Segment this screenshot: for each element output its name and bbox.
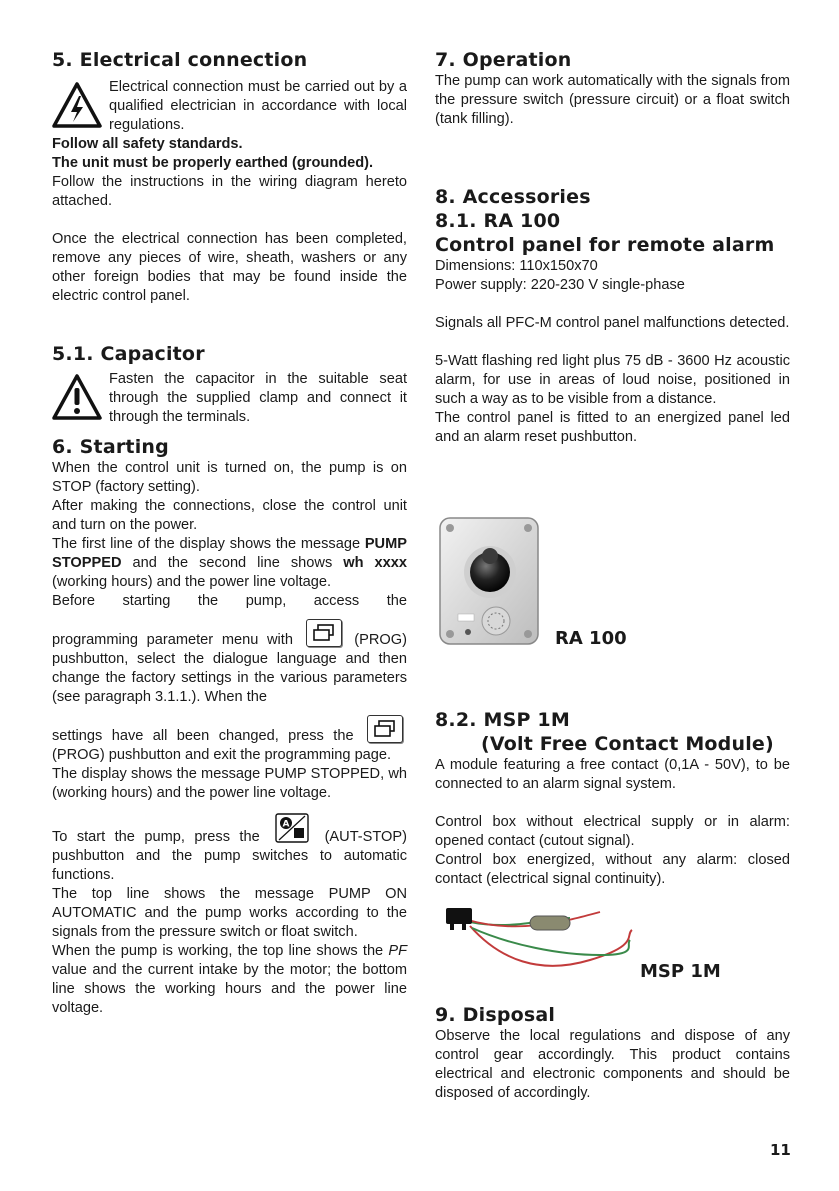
msp-p2: Control box without electrical supply or in alarm: opened contact (cutout signal). (435, 814, 790, 849)
warning-icon (52, 374, 102, 420)
starting-p8: When the pump is working, the top line shows the PF value and the current intake by the motor; the bottom line shows the working hours and the power line voltage. (52, 943, 408, 1016)
electrical-warning-text: Electrical connection must be carried out by a qualified electrician in accordance with local regulations. (109, 79, 407, 133)
starting-p4a: Before starting the pump, access the (52, 593, 407, 609)
starting-p1: When the control unit is turned on, the pump is on STOP (factory setting). (52, 460, 407, 495)
safety-standards-note: Follow all safety standards. (52, 136, 243, 152)
section-8-2-title: 8.2. MSP 1M (435, 709, 570, 731)
cleanup-text: Once the electrical connection has been completed, remove any pieces of wire, sheath, washers or any other foreign bodies that may be found inside the electric control panel. (52, 231, 407, 304)
pf-value-label: PF (388, 943, 408, 959)
ra100-caption: RA 100 (555, 628, 627, 649)
wiring-diagram-text: Follow the instructions in the wiring diagram hereto attached. (52, 174, 407, 209)
pump-stopped-message: PUMP STOPPED (52, 536, 407, 571)
section-5-1-title: 5.1. Capacitor (52, 343, 205, 365)
prog-button-icon-2 (367, 715, 403, 743)
ra100-p1: Signals all PFC-M control panel malfunctions detected. (435, 315, 790, 331)
page-number: 11 (770, 1141, 791, 1159)
section-8-1-subtitle: Control panel for remote alarm (435, 234, 775, 256)
left-column (52, 48, 407, 1018)
working-hours-message: wh xxxx (343, 555, 407, 571)
section-9-title: 9. Disposal (435, 1004, 556, 1026)
msp-p1: A module featuring a free contact (0,1A - 50V), to be connected to an alarm signal system. (435, 757, 790, 792)
msp1m-caption: MSP 1M (640, 961, 721, 982)
section-7-title: 7. Operation (435, 49, 572, 71)
capacitor-warning (52, 368, 407, 427)
starting-p5: The display shows the message PUMP STOPPED, wh (working hours) and the power line voltage. (52, 766, 407, 801)
ra100-dimensions: Dimensions: 110x150x70 (435, 258, 598, 274)
electric-hazard-icon (52, 82, 102, 128)
ra100-p3: The control panel is fitted to an energized panel led and an alarm reset pushbutton. (435, 410, 790, 445)
msp-section (435, 708, 790, 889)
prog-button-icon (306, 619, 342, 647)
disposal-section (435, 1003, 790, 1103)
msp-p3: Control box energized, without any alarm: closed contact (electrical signal continuity). (435, 852, 790, 887)
svg-text:A: A (282, 819, 290, 830)
operation-text: The pump can work automatically with the signals from the pressure switch (pressure circuit) or a float switch (tank filling). (435, 73, 790, 127)
aut-stop-button-icon (275, 813, 309, 843)
earthing-note: The unit must be properly earthed (grounded). (52, 155, 374, 171)
electrical-warning (52, 76, 407, 135)
section-8-2-subtitle: (Volt Free Contact Module) (481, 733, 774, 755)
starting-p4: programming parameter menu with (PROG) pushbutton, select the dialogue language and then change the factory settings in the various parameters (see paragraph 3.1.1.). When the (52, 619, 407, 707)
ra100-p2: 5-Watt flashing red light plus 75 dB - 3600 Hz acoustic alarm, for use in areas of loud noise, positioned in such a way as to be visible from a distance. (435, 353, 790, 407)
disposal-text: Observe the local regulations and dispose of any control gear accordingly. This product contains electrical and electronic components and should be disposed of accordingly. (435, 1028, 790, 1101)
ra100-photo (438, 516, 542, 648)
section-6-title: 6. Starting (52, 436, 169, 458)
section-8-title: 8. Accessories (435, 186, 591, 208)
capacitor-warning-text: Fasten the capacitor in the suitable seat through the supplied clamp and connect it through the terminals. (109, 371, 407, 425)
msp1m-photo (440, 900, 635, 980)
ra100-power-supply: Power supply: 220-230 V single-phase (435, 277, 685, 293)
starting-p3: The first line of the display shows the message PUMP STOPPED and the second line shows wh xxxx (working hours) and the power line voltage. (52, 536, 407, 590)
right-column (435, 48, 790, 447)
starting-p6: To start the pump, press the A (AUT-STOP) pushbutton and the pump switches to automatic functions. (52, 813, 407, 885)
section-5-title: 5. Electrical connection (52, 49, 308, 71)
starting-p7: The top line shows the message PUMP ON AUTOMATIC and the pump works according to the signals from the pressure switch or float switch. (52, 886, 407, 940)
starting-p2: After making the connections, close the control unit and turn on the power. (52, 498, 407, 533)
starting-p4-cont: settings have all been changed, press the (PROG) pushbutton and exit the programming page. (52, 715, 407, 765)
section-8-1-title: 8.1. RA 100 (435, 210, 561, 232)
